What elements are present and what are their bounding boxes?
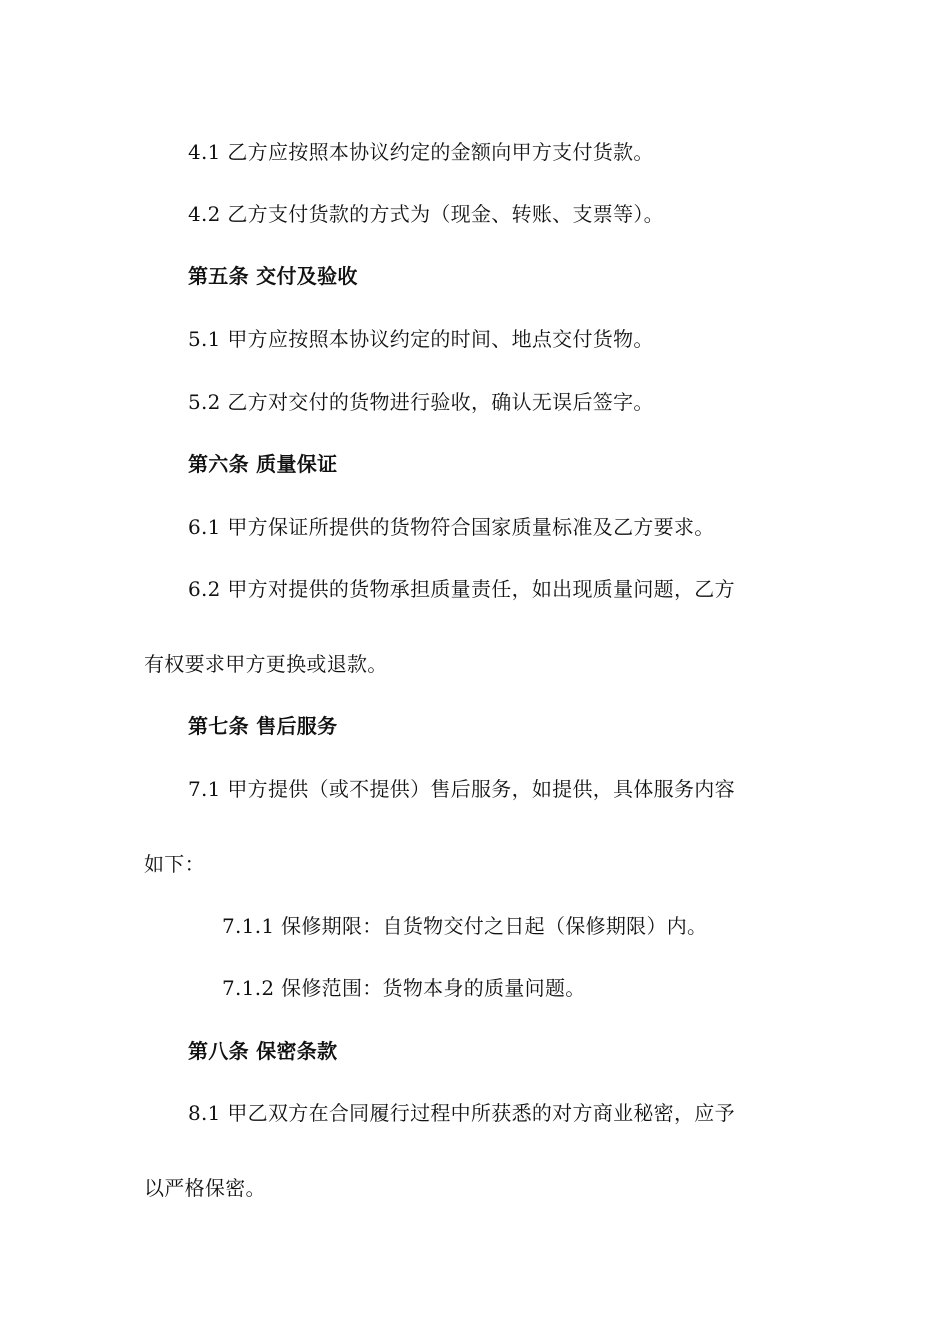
- clause-6-2-line-2: 有权要求甲方更换或退款。: [144, 652, 388, 676]
- clause-7-1-2: 7.1.2 保修范围：货物本身的质量问题。: [222, 976, 586, 1000]
- heading-article-6: 第六条 质量保证: [188, 452, 338, 476]
- clause-5-1: 5.1 甲方应按照本协议约定的时间、地点交付货物。: [188, 327, 654, 351]
- clause-6-2-line-1: 6.2 甲方对提供的货物承担质量责任，如出现质量问题，乙方: [188, 577, 735, 601]
- clause-7-1-1: 7.1.1 保修期限：自货物交付之日起（保修期限）内。: [222, 914, 708, 938]
- heading-article-8: 第八条 保密条款: [188, 1039, 338, 1063]
- clause-8-1-line-1: 8.1 甲乙双方在合同履行过程中所获悉的对方商业秘密，应予: [188, 1101, 735, 1125]
- clause-5-2: 5.2 乙方对交付的货物进行验收，确认无误后签字。: [188, 390, 654, 414]
- clause-4-1: 4.1 乙方应按照本协议约定的金额向甲方支付货款。: [188, 140, 654, 164]
- heading-article-7: 第七条 售后服务: [188, 714, 338, 738]
- clause-8-1-line-2: 以严格保密。: [144, 1176, 266, 1200]
- clause-6-1: 6.1 甲方保证所提供的货物符合国家质量标准及乙方要求。: [188, 515, 715, 539]
- clause-4-2: 4.2 乙方支付货款的方式为（现金、转账、支票等）。: [188, 202, 664, 226]
- clause-7-1-line-2: 如下：: [144, 852, 205, 876]
- heading-article-5: 第五条 交付及验收: [188, 264, 358, 288]
- clause-7-1-line-1: 7.1 甲方提供（或不提供）售后服务，如提供，具体服务内容: [188, 777, 735, 801]
